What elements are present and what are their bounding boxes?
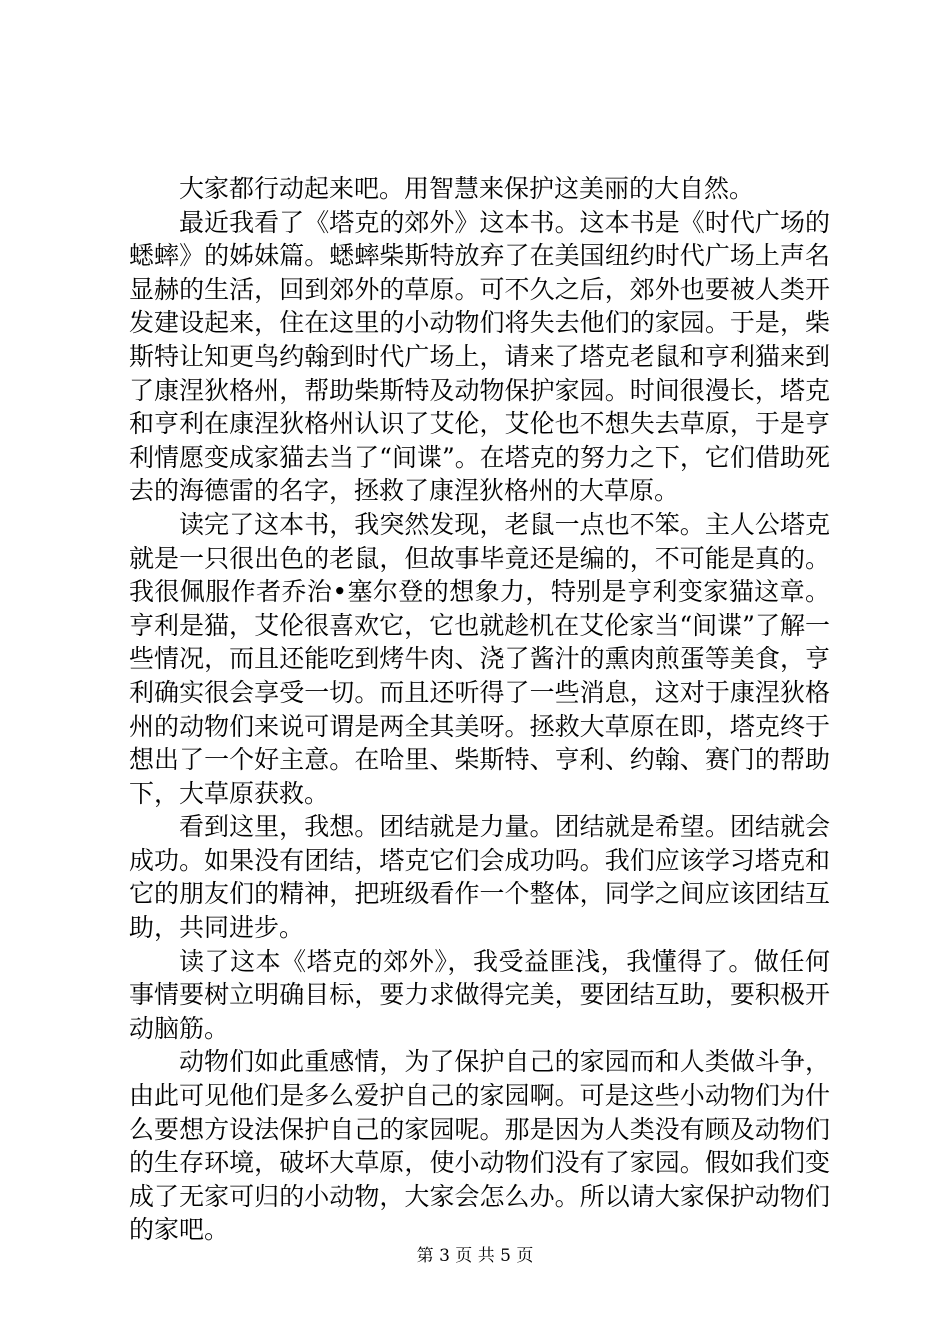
paragraph-2: 最近我看了《塔克的郊外》这本书。这本书是《时代广场的蟋蟀》的姊妹篇。蟋蟀柴斯特放弃了在美国纽约时代广场上声名显赫的生活，回到郊外的草原。可不久之后，郊外也要被人类开发建设起来，住在这里的小动物们将失去他们的家园。于是，柴斯特让知更鸟约翰到时代广场上，请来了塔克老鼠和亨利猫来到了康涅狄格州，帮助柴斯特及动物保护家园。时间很漫长，塔克和亨利在康涅狄格州认识了艾伦，艾伦也不想失去草原，于是亨利情愿变成家猫去当了“间谍”。在塔克的努力之下，它们借助死去的海德雷的名字，拯救了康涅狄格州的大草原。	[129, 207, 830, 506]
page-number-footer: 第 3 页 共 5 页	[416, 1246, 534, 1266]
paragraph-6: 动物们如此重感情，为了保护自己的家园而和人类做斗争，由此可见他们是多么爱护自己的家园啊。可是这些小动物们为什么要想方设法保护自己的家园呢。那是因为人类没有顾及动物们的生存环境，破坏大草原，使小动物们没有了家园。假如我们变成了无家可归的小动物，大家会怎么办。所以请大家保护动物们的家吧。	[129, 1047, 830, 1245]
paragraph-4: 看到这里，我想。团结就是力量。团结就是希望。团结就会成功。如果没有团结，塔克它们会成功吗。我们应该学习塔克和它的朋友们的精神，把班级看作一个整体，同学之间应该团结互助，共同进步。	[129, 812, 830, 943]
paragraph-3: 读完了这本书，我突然发现，老鼠一点也不笨。主人公塔克就是一只很出色的老鼠，但故事毕竟还是编的，不可能是真的。我很佩服作者乔治•塞尔登的想象力，特别是亨利变家猫这章。亨利是猫，艾伦很喜欢它，它也就趁机在艾伦家当“间谍”了解一些情况，而且还能吃到烤牛肉、浇了酱汁的熏肉煎蛋等美食，亨利确实很会享受一切。而且还听得了一些消息，这对于康涅狄格州的动物们来说可谓是两全其美呀。拯救大草原在即，塔克终于想出了一个好主意。在哈里、柴斯特、亨利、约翰、赛门的帮助下，大草原获救。	[129, 509, 830, 808]
paragraph-1: 大家都行动起来吧。用智慧来保护这美丽的大自然。	[179, 174, 755, 203]
document-body	[129, 172, 830, 1247]
paragraph-5: 读了这本《塔克的郊外》，我受益匪浅，我懂得了。做任何事情要树立明确目标，要力求做得完美，要团结互助，要积极开动脑筋。	[129, 946, 830, 1043]
